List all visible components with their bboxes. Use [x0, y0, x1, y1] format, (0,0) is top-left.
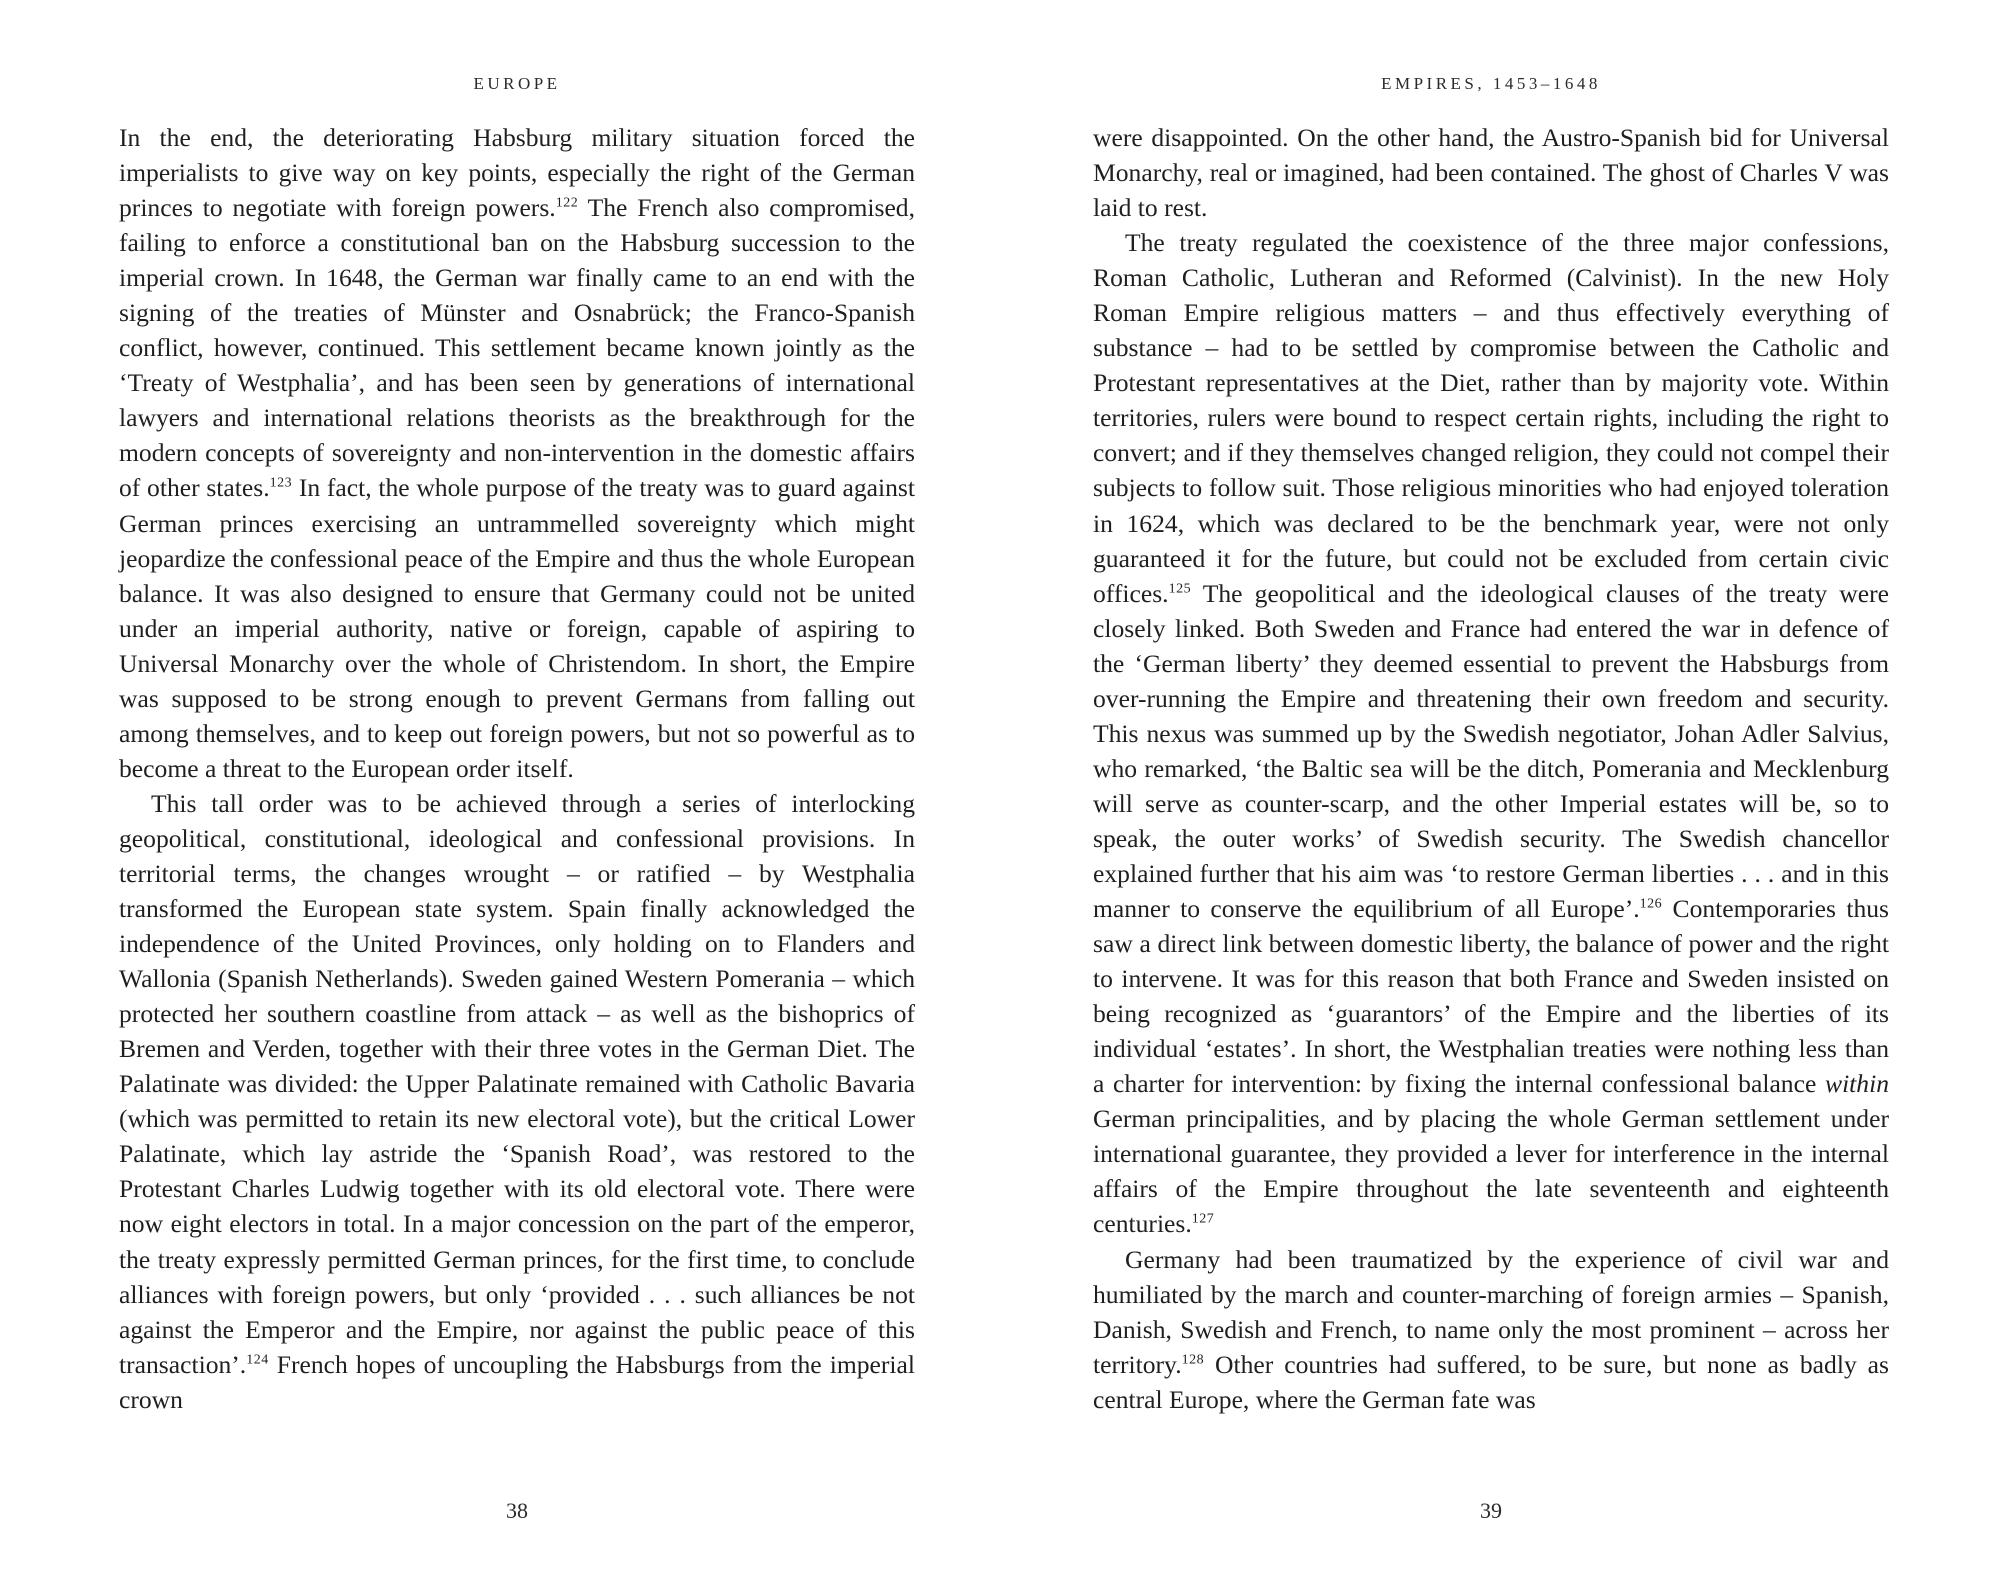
text-run: This tall order was to be achieved through a series of interlocking geopolitical, constitutional, ideological and confessional provisions. In territorial terms, the changes wrought – or ratified – by Westphalia transformed the European state system. Spain finally acknowledged the independence of the United Provinces, only holding on to Flanders and Wallonia (Spanish Netherlands). Sweden gained Western Pomerania – which protected her southern coastline from attack – as well as the bishoprics of Bremen and Verden, together with their three votes in the German Diet. The Palatinate was divided: the Upper Palatinate remained with Catholic Bavaria (which was permitted to retain its new electoral vote), but the critical Lower Palatinate, which lay astride the ‘Spanish Road’, was restored to the Protestant Charles Ludwig together with its old electoral vote. There were now eight electors in total. In a major concession on the part of the emperor, the treaty expressly permitted German princes, for the first time, to conclude alliances with foreign powers, but only ‘provided . . . such alliances be not against the Emperor and the Empire, nor against the public peace of this transaction’.: [119, 788, 915, 1379]
paragraph: [119, 120, 915, 786]
text-run: were disappointed. On the other hand, the Austro-Spanish bid for Universal Monarchy, real or imagined, had been contained. The ghost of Charles V was laid to rest.: [1093, 123, 1889, 223]
text-run: In fact, the whole purpose of the treaty was to guard against German princes exercising an untrammelled sovereignty which might jeopardize the confessional peace of the Empire and thus the whole European balance. It was also designed to ensure that Germany could not be united under an imperial authority, native or foreign, capable of aspiring to Universal Monarchy over the whole of Christendom. In short, the Empire was supposed to be strong enough to prevent Germans from falling out among themselves, and to keep out foreign powers, but not so powerful as to become a threat to the European order itself.: [119, 473, 915, 783]
text-run: The geopolitical and the ideological clauses of the treaty were closely linked. Both Sweden and France had entered the war in defence of the ‘German liberty’ they deemed essential to prevent the Habsburgs from over-running the Empire and threatening their own freedom and security. This nexus was summed up by the Swedish negotiator, Johan Adler Salvius, who remarked, ‘the Baltic sea will be the ditch, Pomerania and Mecklenburg will serve as counter-scarp, and the other Imperial estates will be, so to speak, the outer works’ of Swedish security. The Swedish chancellor explained further that his aim was ‘to restore German liberties . . . and in this manner to conserve the equilibrium of all Europe’.: [1093, 578, 1889, 924]
text-run: The treaty regulated the coexistence of the three major confessions, Roman Catholic, Lutheran and Reformed (Calvinist). In the new Holy Roman Empire religious matters – and thus effectively everything of substance – had to be settled by compromise between the Catholic and Protestant representatives at the Diet, rather than by majority vote. Within territories, rulers were bound to respect certain rights, including the right to convert; and if they themselves changed religion, they could not compel their subjects to follow suit. Those religious minorities who had enjoyed toleration in 1624, which was declared to be the benchmark year, were not only guaranteed it for the future, but could not be excluded from certain civic offices.: [1093, 228, 1889, 608]
text-run: French hopes of uncoupling the Habsburgs from the imperial crown: [119, 1349, 915, 1414]
text-run: Germany had been traumatized by the experience of civil war and humiliated by the march and counter-marching of foreign armies – Spanish, Danish, Swedish and French, to name only the most prominent – across her territory.: [1093, 1244, 1889, 1379]
page-number: 39: [1480, 1498, 1502, 1523]
page-number: 38: [506, 1498, 528, 1523]
italic-emphasis: within: [1825, 1069, 1889, 1099]
paragraph: [1093, 120, 1889, 225]
footnote-ref: 124: [246, 1352, 269, 1368]
text-run: In the end, the deteriorating Habsburg military situation forced the imperialists to give way on key points, especially the right of the German princes to negotiate with foreign powers.: [119, 123, 915, 223]
footnote-ref: 127: [1191, 1211, 1215, 1227]
footnote-ref: 123: [269, 475, 293, 491]
text-run: The French also compromised, failing to enforce a constitutional ban on the Habsburg succession to the imperial crown. In 1648, the German war finally came to an end with the signing of the treaties of Münster and Osnabrück; the Franco-Spanish conflict, however, continued. This settlement became known jointly as the ‘Treaty of Westphalia’, and has been seen by generations of international lawyers and international relations theorists as the breakthrough for the modern concepts of sovereignty and non-intervention in the domestic affairs of other states.: [119, 193, 915, 503]
page-body-text: [1093, 120, 1889, 1417]
right-page: [1093, 0, 1889, 1593]
text-run: German principalities, and by placing the whole German settlement under international guarantee, they provided a lever for interference in the internal affairs of the Empire throughout the late seventeenth and eighteenth centuries.: [1093, 1104, 1889, 1239]
paragraph: [1093, 1242, 1889, 1417]
text-run: Other countries had suffered, to be sure, but none as badly as central Europe, where the German fate was: [1093, 1349, 1889, 1414]
footnote-ref: 128: [1181, 1352, 1205, 1368]
footnote-ref: 126: [1639, 896, 1663, 912]
footnote-ref: 122: [555, 195, 579, 211]
paragraph: [119, 786, 915, 1417]
running-head: EMPIRES, 1453–1648: [1381, 74, 1601, 93]
running-head: EUROPE: [473, 74, 561, 93]
page-body-text: [119, 120, 915, 1417]
text-run: Contemporaries thus saw a direct link between domestic liberty, the balance of power and the right to intervene. It was for this reason that both France and Sweden insisted on being recognized as ‘guarantors’ of the Empire and the liberties of its individual ‘estates’. In short, the Westphalian treaties were nothing less than a charter for intervention: by fixing the internal confessional balance: [1093, 894, 1890, 1099]
footnote-ref: 125: [1168, 581, 1192, 597]
left-page: [119, 0, 915, 1593]
paragraph: [1093, 225, 1889, 1241]
